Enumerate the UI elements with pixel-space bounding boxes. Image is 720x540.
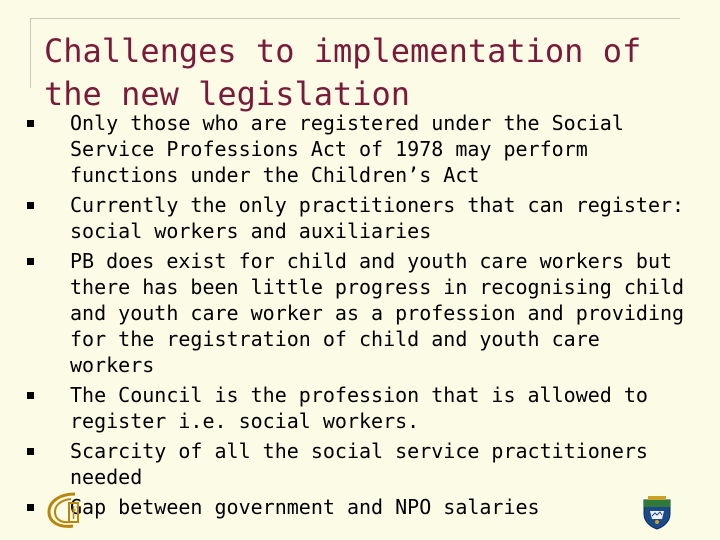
bullet-item xyxy=(27,438,687,490)
bullet-square-icon xyxy=(27,392,34,399)
bullet-item xyxy=(27,110,687,188)
frame-left-line xyxy=(30,18,31,88)
bullet-text: Currently the only practitioners that can register: social workers and auxiliaries xyxy=(70,193,685,243)
bullet-item xyxy=(27,382,687,434)
bullet-item xyxy=(27,192,687,244)
bullet-square-icon xyxy=(27,504,34,511)
frame-top-line xyxy=(30,18,680,19)
university-crest-icon xyxy=(642,494,672,530)
bullet-square-icon xyxy=(27,120,34,127)
stylized-logo-icon xyxy=(45,490,91,530)
bullet-item xyxy=(27,248,687,378)
bullet-square-icon xyxy=(27,258,34,265)
bullet-item xyxy=(27,494,687,520)
bullet-text: The Council is the profession that is allowed to register i.e. social workers. xyxy=(70,383,648,433)
bullet-list xyxy=(27,110,687,524)
bullet-text: Gap between government and NPO salaries xyxy=(70,495,540,519)
bullet-text: PB does exist for child and youth care workers but there has been little progress in recognising child and youth care worker as a profession and providing for the registration of child and youth care workers xyxy=(70,249,685,377)
bullet-square-icon xyxy=(27,202,34,209)
bullet-square-icon xyxy=(27,448,34,455)
bullet-text: Scarcity of all the social service practitioners needed xyxy=(70,439,648,489)
bullet-text: Only those who are registered under the Social Service Professions Act of 1978 may perform functions under the Children’s Act xyxy=(70,111,624,187)
slide-title: Challenges to implementation of the new legislation xyxy=(44,32,642,113)
